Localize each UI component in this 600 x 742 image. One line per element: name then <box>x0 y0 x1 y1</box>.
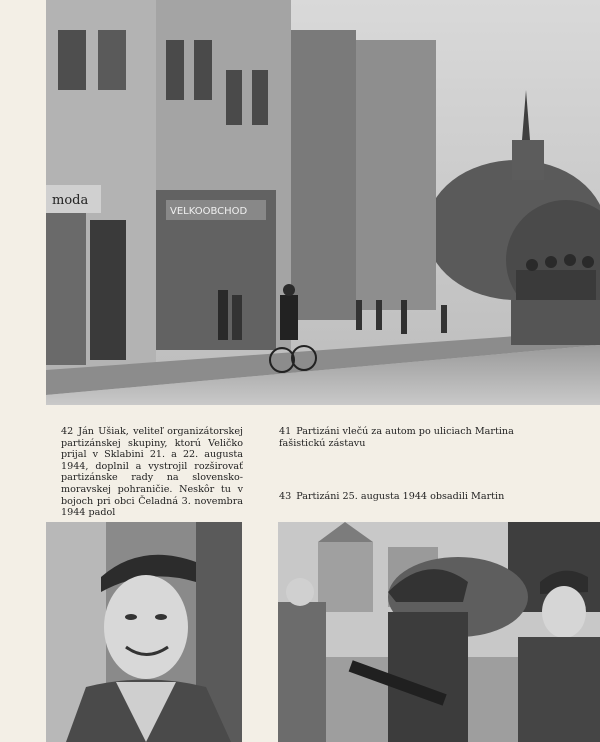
caption-43 <box>279 491 529 503</box>
caption-41 <box>279 426 529 449</box>
street-scene-photo <box>46 0 600 405</box>
caption-43-text: Partizáni 25. augusta 1944 obsadili Martin <box>296 491 505 502</box>
shop-sign-main: VELKOOBCHOD <box>170 206 248 217</box>
portrait-illustration <box>46 522 242 742</box>
caption-41-number: 41 <box>279 426 292 437</box>
caption-42 <box>61 426 243 519</box>
caption-42-number: 42 <box>61 426 74 437</box>
street-scene-illustration <box>46 0 600 405</box>
portrait-photo <box>46 522 242 742</box>
caption-42-text: Ján Ušiak, veliteľ organizátorskej partizánskej skupiny, ktorú Veličko prijal v Sklabini 21. a 22. augusta 1944, doplnil a vystrojil rozširovať partizánske rady na slovensko-moravskej pohraničie. Neskôr tu v bojoch pri obci Čeladná 3. novembra 1944 padol <box>61 426 243 519</box>
caption-43-number: 43 <box>279 491 292 502</box>
caption-41-text: Partizáni vlečú za autom po uliciach Martina fašistickú zástavu <box>279 426 514 449</box>
partisans-group-illustration <box>278 522 600 742</box>
partisans-group-photo <box>278 522 600 742</box>
shop-sign-moda: moda <box>52 193 89 208</box>
